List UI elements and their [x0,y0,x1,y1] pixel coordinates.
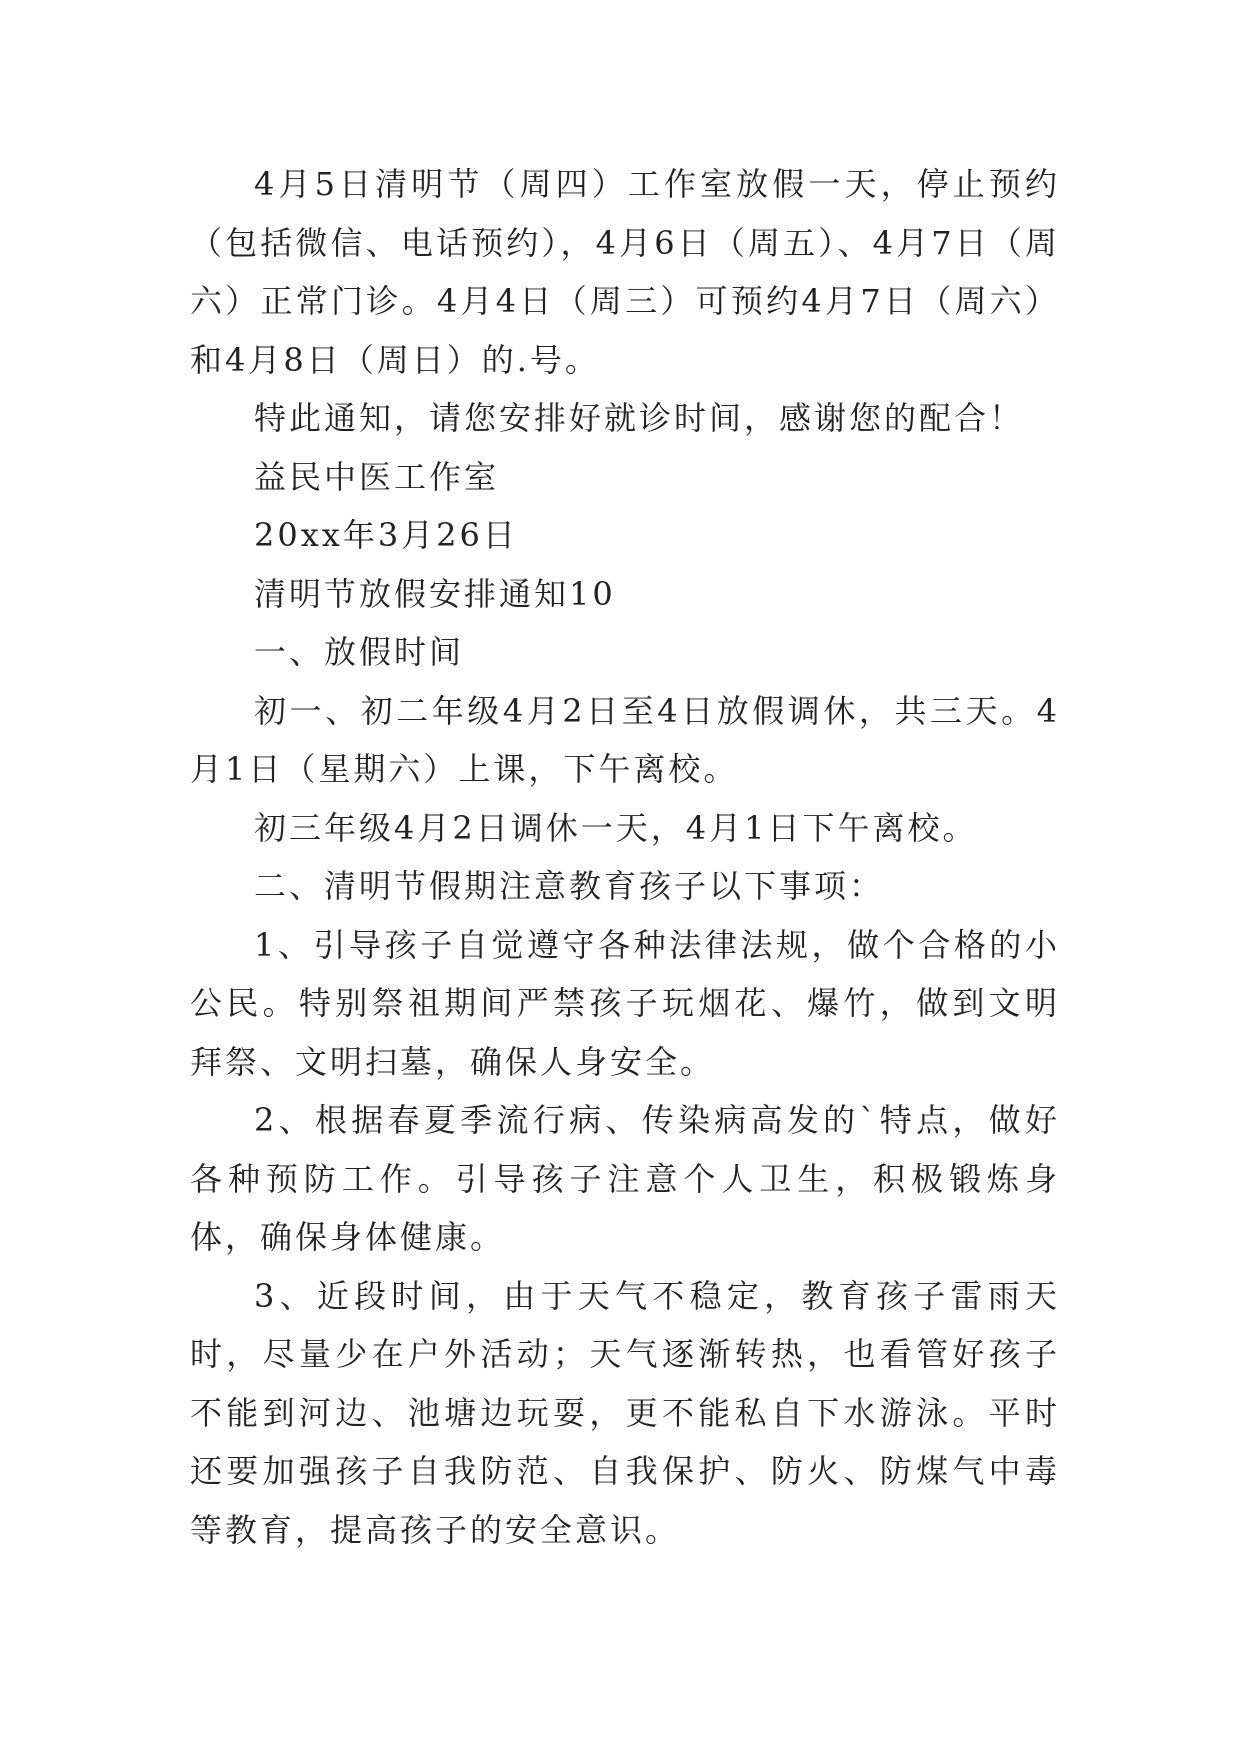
heading-notes: 二、清明节假期注意教育孩子以下事项： [254,867,885,905]
signature-date: 20xx年3月26日 [254,516,518,554]
paragraph-note-2: 2、根据春夏季流行病、传染病高发的`特点，做好各种预防工作。引导孩子注意个人卫生，积极锻炼身体，确保身体健康。 [190,1101,1060,1256]
paragraph-note-3: 3、近段时间，由于天气不稳定，教育孩子雷雨天时，尽量少在户外活动；天气逐渐转热，也看管好孩子不能到河边、池塘边玩耍，更不能私自下水游泳。平时还要加强孩子自我防范、自我保护、防火、防煤气中毒等教育，提高孩子的安全意识。 [190,1276,1060,1549]
paragraph-grade-one-two: 初一、初二年级4月2日至4日放假调休，共三天。4月1日（星期六）上课，下午离校。 [190,691,1060,788]
paragraph-note-1: 1、引导孩子自觉遵守各种法律法规，做个合格的小公民。特别祭祖期间严禁孩子玩烟花、爆竹，做到文明拜祭、文明扫墓，确保人身安全。 [190,925,1060,1081]
paragraph-grade-three: 初三年级4月2日调休一天，4月1日下午离校。 [254,808,978,847]
section-title: 清明节放假安排通知10 [254,574,616,613]
heading-holiday-time: 一、放假时间 [254,633,465,671]
paragraph-notice-thanks: 特此通知，请您安排好就诊时间，感谢您的配合！ [254,399,1025,437]
paragraph-holiday-schedule: 4月5日清明节（周四）工作室放假一天，停止预约（包括微信、电话预约），4月6日（周五）、4月7日（周六）正常门诊。4月4日（周三）可预约4月7日（周六）和4月8日（周日）的.号。 [190,165,1060,379]
document-body [190,155,1060,1559]
signature-organization: 益民中医工作室 [254,457,500,496]
